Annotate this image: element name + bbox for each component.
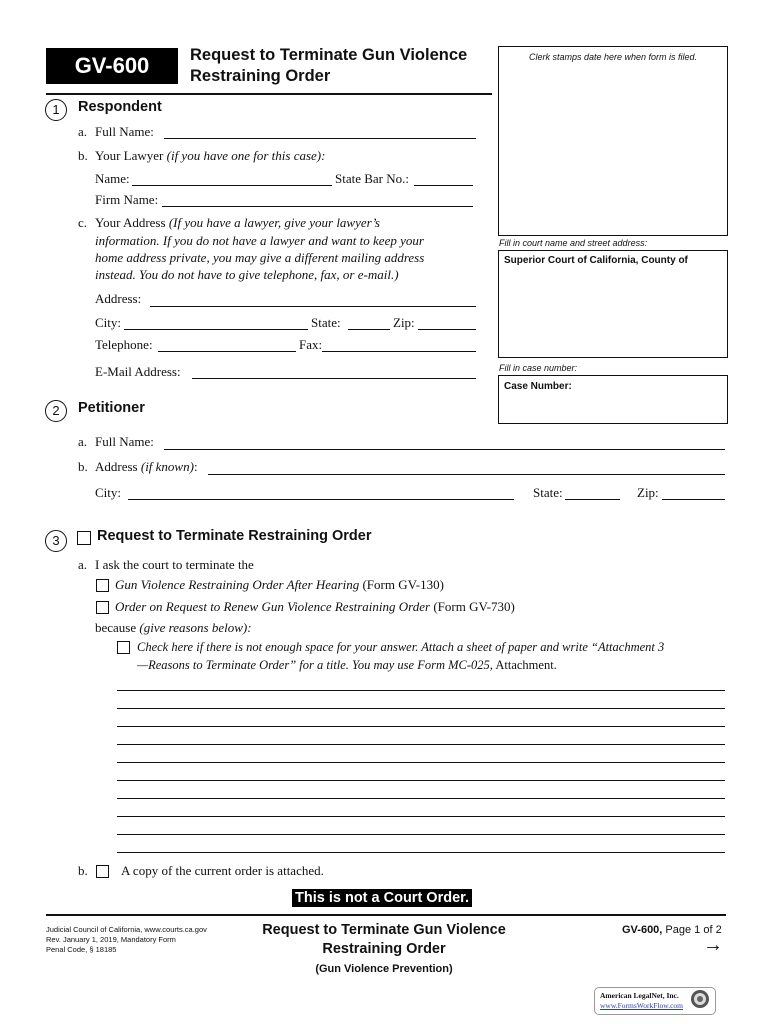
s1b-letter: b. [78,148,88,163]
reason-line[interactable] [117,834,725,835]
s1a-label: Full Name: [95,124,154,139]
gv730-label: Order on Request to Renew Gun Violence Restraining Order [115,599,431,614]
footer-form-id: GV-600, [622,924,663,936]
reason-line[interactable] [117,744,725,745]
petitioner-zip-field[interactable] [662,499,725,500]
form-number: GV-600 [74,53,150,78]
petitioner-address-field[interactable] [208,474,725,475]
form-title-line2: Restraining Order [190,67,331,85]
reason-line[interactable] [117,780,725,781]
reason-line[interactable] [117,762,725,763]
s2-city-label: City: [95,485,122,500]
next-page-arrow-icon[interactable]: → [703,934,723,956]
court-instruction: Fill in court name and street address: [499,238,648,248]
s1c-letter: c. [78,215,88,230]
s3b-text: A copy of the current order is attached. [121,863,324,878]
attachment-line2 [137,658,557,673]
s1c-line1 [95,215,380,231]
section-1-title: Respondent [78,99,162,115]
footer-rule [46,914,726,916]
attachment-line2-italic: —Reasons to Terminate Order” for a title. You may use Form MC-025, [137,658,493,672]
s1c-hint-1: (If you have a lawyer, give your lawyer’s [168,215,380,230]
s1c-hint-3: home address private, you may give a different mailing address [95,250,425,265]
s2a-letter: a. [78,434,88,449]
reason-line[interactable] [117,708,725,709]
s2b-colon: : [193,459,198,474]
city-label: City: [95,315,122,330]
s2b-row [95,459,198,475]
footer-title-2: Restraining Order [322,941,446,957]
fax-label: Fax: [299,337,323,352]
court-name-box[interactable] [498,250,728,358]
footer-title-3: (Gun Violence Prevention) [315,963,453,975]
s2b-hint: (if known) [140,459,194,474]
petitioner-state-field[interactable] [565,499,620,500]
copy-attached-checkbox[interactable] [96,865,109,878]
respondent-state-field[interactable] [348,329,390,330]
publisher-logo-icon [690,989,710,1009]
reason-line[interactable] [117,690,725,691]
respondent-address-field[interactable] [150,306,476,307]
telephone-label: Telephone: [95,337,153,352]
court-name-label: Superior Court of California, County of [504,255,688,266]
publisher-url[interactable]: www.FormsWorkFlow.com [600,1001,684,1010]
s2b-label: Address [95,459,138,474]
reason-line[interactable] [117,798,725,799]
publisher-name: American LegalNet, Inc. [600,991,679,1000]
terminate-request-checkbox[interactable] [77,531,91,545]
s1b-hint: (if you have one for this case): [166,148,326,163]
s1c-label: Your Address [95,215,166,230]
case-instruction: Fill in case number: [499,363,578,373]
section-1-number: 1 [45,99,67,121]
attachment-line2-plain: Attachment. [492,658,557,672]
s2a-label: Full Name: [95,434,154,449]
not-court-order-banner: This is not a Court Order. [292,889,472,907]
s1b-row [95,148,325,164]
s2b-letter: b. [78,459,88,474]
form-title-line1: Request to Terminate Gun Violence [190,46,468,64]
s3b-letter: b. [78,863,88,878]
header-rule [46,93,492,95]
state-bar-label: State Bar No.: [335,171,410,186]
gv130-label: Gun Violence Restraining Order After Hearing [115,577,360,592]
gv730-option [115,599,515,615]
because-hint: (give reasons below): [136,620,252,635]
attachment-checkbox[interactable] [117,641,130,654]
s2-zip-label: Zip: [637,485,659,500]
s3a-letter: a. [78,557,88,572]
section-3-title: Request to Terminate Restraining Order [97,528,372,544]
case-number-label: Case Number: [504,381,572,392]
gv130-option [115,577,444,593]
respondent-email-field[interactable] [192,378,476,379]
respondent-name-field[interactable] [164,138,476,139]
section-2-number: 2 [45,400,67,422]
petitioner-name-field[interactable] [164,449,725,450]
attachment-line1: Check here if there is not enough space for your answer. Attach a sheet of paper and write “Attachment 3 [137,640,665,654]
s1c-hint-4: instead. You do not have to give telephone, fax, or e-mail.) [95,267,399,282]
section-3-number: 3 [45,530,67,552]
s1a-letter: a. [78,124,88,139]
s2-state-label: State: [533,485,563,500]
firm-name-label: Firm Name: [95,192,159,207]
email-label: E-Mail Address: [95,364,181,379]
footer-left-1: Judicial Council of California, www.courts.ca.gov [46,925,207,934]
footer-left-2: Rev. January 1, 2019, Mandatory Form [46,935,176,944]
reason-line[interactable] [117,852,725,853]
gv130-checkbox[interactable] [96,579,109,592]
address-label: Address: [95,291,142,306]
s1c-hint-2: information. If you do not have a lawyer and want to keep your [95,233,424,248]
gv730-form: (Form GV-730) [430,599,515,614]
footer-page: Page 1 of 2 [662,924,722,936]
footer-title-1: Request to Terminate Gun Violence [262,922,506,938]
respondent-zip-field[interactable] [418,329,476,330]
footer-left-3: Penal Code, § 18185 [46,945,117,954]
section-2-title: Petitioner [78,400,145,416]
state-bar-field[interactable] [414,185,473,186]
because-row [95,620,252,636]
reason-line[interactable] [117,726,725,727]
zip-label: Zip: [393,315,415,330]
lawyer-name-label: Name: [95,171,130,186]
reason-line[interactable] [117,816,725,817]
respondent-fax-field[interactable] [322,351,476,352]
state-label: State: [311,315,341,330]
petitioner-city-field[interactable] [128,499,514,500]
clerk-note: Clerk stamps date here when form is filed. [528,52,698,62]
gv730-checkbox[interactable] [96,601,109,614]
s1b-label: Your Lawyer [95,148,164,163]
s3a-text: I ask the court to terminate the [95,557,254,572]
lawyer-name-field[interactable] [132,185,332,186]
clerk-stamp-box [498,46,728,236]
respondent-city-field[interactable] [124,329,308,330]
because-label: because [95,620,137,635]
firm-name-field[interactable] [162,206,473,207]
respondent-telephone-field[interactable] [158,351,296,352]
gv130-form: (Form GV-130) [359,577,444,592]
